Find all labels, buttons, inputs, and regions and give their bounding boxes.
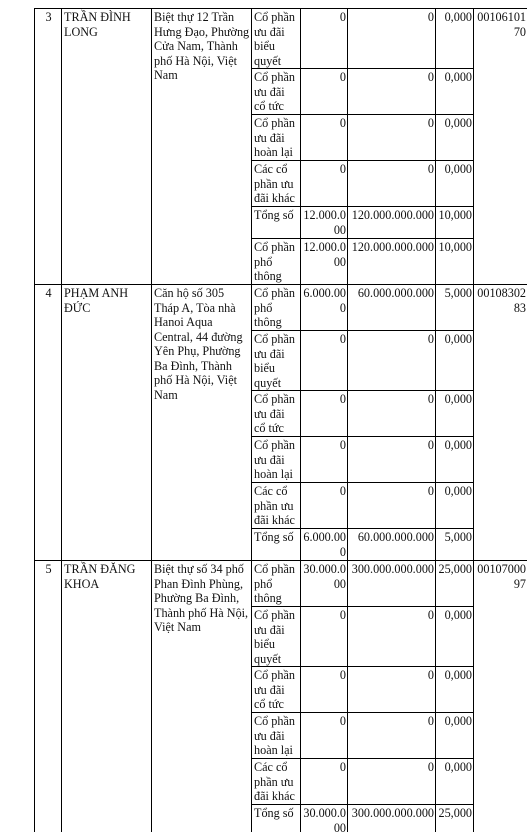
share-value: 0 [348, 483, 436, 529]
share-value: 60.000.000.000 [348, 285, 436, 331]
share-value: 0 [348, 759, 436, 805]
share-percent: 25,000 [436, 561, 474, 607]
shareholder-address: Biệt thự số 34 phố Phan Đình Phùng, Phường Ba Đình, Thành phố Hà Nội, Việt Nam [152, 561, 252, 832]
share-type: Cổ phần ưu đãi biểu quyết [252, 331, 301, 391]
share-quantity: 12.000.000 [301, 207, 348, 239]
share-value: 0 [348, 437, 436, 483]
share-percent: 10,000 [436, 207, 474, 239]
share-quantity: 0 [301, 483, 348, 529]
share-type: Cổ phần ưu đãi biểu quyết [252, 607, 301, 667]
share-quantity: 0 [301, 759, 348, 805]
share-percent: 0,000 [436, 9, 474, 69]
shareholder-name: TRẦN ĐĂNG KHOA [62, 561, 152, 832]
share-percent: 0,000 [436, 161, 474, 207]
document-number: 0010700097 [474, 561, 527, 832]
share-percent: 0,000 [436, 69, 474, 115]
share-percent: 0,000 [436, 667, 474, 713]
share-value: 60.000.000.000 [348, 529, 436, 561]
table-row [35, 9, 527, 69]
share-percent: 5,000 [436, 529, 474, 561]
row-number: 3 [35, 9, 62, 285]
share-quantity: 6.000.000 [301, 529, 348, 561]
share-value: 300.000.000.000 [348, 805, 436, 832]
share-type: Tổng số [252, 805, 301, 832]
share-type: Cổ phần ưu đãi hoàn lại [252, 115, 301, 161]
share-percent: 0,000 [436, 483, 474, 529]
share-type: Cổ phần ưu đãi biểu quyết [252, 9, 301, 69]
share-percent: 10,000 [436, 239, 474, 285]
share-value: 0 [348, 9, 436, 69]
share-quantity: 30.000.000 [301, 805, 348, 832]
document-number: 0010610170 [474, 9, 527, 285]
shareholder-table [34, 8, 527, 832]
table-row [35, 285, 527, 331]
share-quantity: 0 [301, 607, 348, 667]
share-type: Tổng số [252, 529, 301, 561]
share-quantity: 6.000.000 [301, 285, 348, 331]
share-value: 300.000.000.000 [348, 561, 436, 607]
share-quantity: 0 [301, 391, 348, 437]
share-type: Cổ phần phổ thông [252, 239, 301, 285]
row-number: 5 [35, 561, 62, 832]
share-quantity: 0 [301, 713, 348, 759]
share-quantity: 0 [301, 69, 348, 115]
share-quantity: 0 [301, 9, 348, 69]
share-type: Cổ phần ưu đãi cổ tức [252, 69, 301, 115]
share-type: Các cổ phần ưu đãi khác [252, 483, 301, 529]
share-type: Tổng số [252, 207, 301, 239]
share-value: 120.000.000.000 [348, 207, 436, 239]
share-percent: 0,000 [436, 759, 474, 805]
share-percent: 0,000 [436, 115, 474, 161]
share-value: 0 [348, 161, 436, 207]
share-type: Cổ phần phổ thông [252, 561, 301, 607]
share-type: Cổ phần ưu đãi hoàn lại [252, 437, 301, 483]
row-number: 4 [35, 285, 62, 561]
share-type: Cổ phần ưu đãi hoàn lại [252, 713, 301, 759]
table-row [35, 561, 527, 607]
share-percent: 0,000 [436, 437, 474, 483]
share-type: Cổ phần ưu đãi cổ tức [252, 667, 301, 713]
share-quantity: 0 [301, 161, 348, 207]
share-percent: 0,000 [436, 607, 474, 667]
share-percent: 0,000 [436, 391, 474, 437]
share-value: 0 [348, 69, 436, 115]
share-percent: 0,000 [436, 713, 474, 759]
share-percent: 25,000 [436, 805, 474, 832]
share-quantity: 0 [301, 115, 348, 161]
shareholder-address: Biệt thự 12 Trần Hưng Đạo, Phường Cửa Nam, Thành phố Hà Nội, Việt Nam [152, 9, 252, 285]
share-quantity: 0 [301, 437, 348, 483]
share-value: 0 [348, 713, 436, 759]
share-percent: 0,000 [436, 331, 474, 391]
share-value: 0 [348, 115, 436, 161]
shareholder-address: Căn hộ số 305 Tháp A, Tòa nhà Hanoi Aqua Central, 44 đường Yên Phụ, Phường Ba Đình, Thành phố Hà Nội, Việt Nam [152, 285, 252, 561]
share-quantity: 0 [301, 331, 348, 391]
share-value: 120.000.000.000 [348, 239, 436, 285]
share-value: 0 [348, 667, 436, 713]
share-quantity: 12.000.000 [301, 239, 348, 285]
share-value: 0 [348, 391, 436, 437]
share-value: 0 [348, 607, 436, 667]
document-number: 0010830283 [474, 285, 527, 561]
shareholder-name: PHẠM ANH ĐỨC [62, 285, 152, 561]
shareholder-name: TRẦN ĐÌNH LONG [62, 9, 152, 285]
share-type: Các cổ phần ưu đãi khác [252, 759, 301, 805]
share-type: Cổ phần ưu đãi cổ tức [252, 391, 301, 437]
share-quantity: 30.000.000 [301, 561, 348, 607]
share-type: Cổ phần phổ thông [252, 285, 301, 331]
share-quantity: 0 [301, 667, 348, 713]
share-type: Các cổ phần ưu đãi khác [252, 161, 301, 207]
share-percent: 5,000 [436, 285, 474, 331]
share-value: 0 [348, 331, 436, 391]
